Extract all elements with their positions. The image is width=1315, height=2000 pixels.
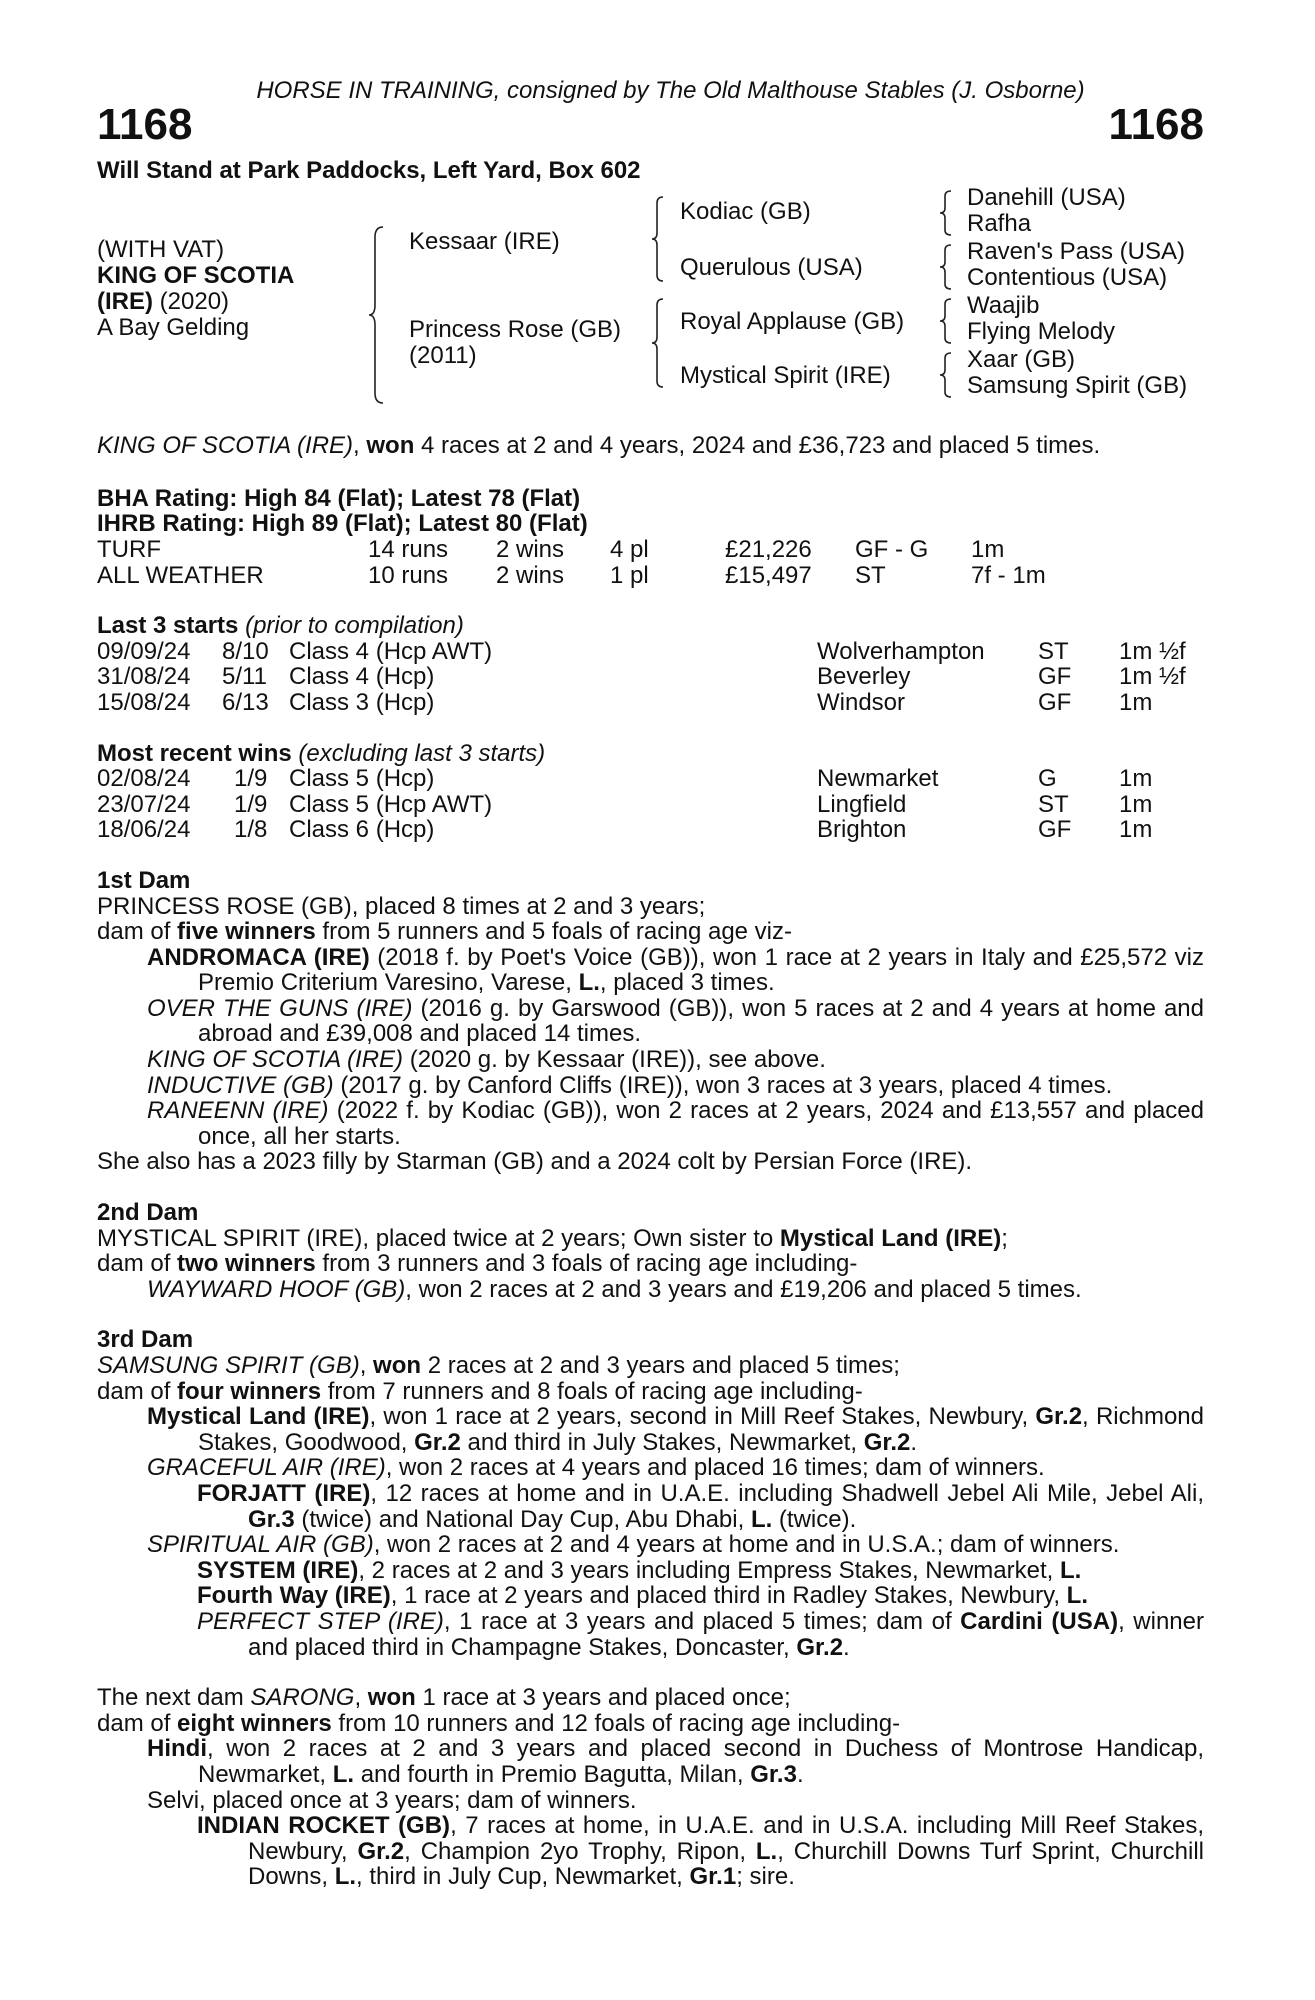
dam-dam-sire: Xaar (GB): [967, 346, 1076, 374]
dam-sire-sire: Waajib: [967, 292, 1040, 320]
progeny-entry: GRACEFUL AIR (IRE), won 2 races at 4 years and placed 16 times; dam of winners.: [147, 1454, 1045, 1482]
sire-sire: Kodiac (GB): [680, 198, 811, 226]
brace-ds: [938, 297, 954, 345]
first-dam-section: 1st Dam PRINCESS ROSE (GB), placed 8 times at 2 and 3 years; dam of five winners from 5 runners and 5 foals of racing age viz- ANDROMACA (IRE) (2018 f. by Poet's Voice (GB)), won 1 race at 2 years in Italy and £25,572 viz Premio Criterium Varesino, Varese, L., placed 3 times. OVER THE GUNS (IRE) (2016 g. by Garswood (GB)), won 5 races at 2 and 4 years at home and abroad and £39,008 and placed 14 times. KING OF SCOTIA (IRE) (2020 g. by Kessaar (IRE)), see above. INDUCTIVE (GB) (2017 g. by Canford Cliffs (IRE)), won 3 races at 3 years, placed 4 times. RANEENN (IRE) (2022 f. by Kodiac (GB)), won 2 races at 2 years, 2024 and £13,557 and placed once, all her starts. She also has a 2023 filly by Starman (GB) and a 2024 colt by Persian Force (IRE).: [97, 866, 1205, 1176]
sire-sire-sire: Danehill (USA): [967, 184, 1126, 212]
start-row: 15/08/24 6/13 Class 3 (Hcp) Windsor GF 1m: [97, 688, 1153, 716]
ratings-row: TURF 14 runs 2 wins 4 pl £21,226 GF - G 1m: [97, 535, 1005, 563]
win-row: 02/08/24 1/9 Class 5 (Hcp) Newmarket G 1m: [97, 765, 1153, 793]
most-recent-wins: Most recent wins (excluding last 3 starts) 02/08/24 1/9 Class 5 (Hcp) Newmarket G 1m 23/07/24 1/9 Class 5 (Hcp AWT) Lingfield ST 1m 18/06/24 1/8 Class 6 (Hcp) Brighton GF 1m: [97, 741, 1204, 843]
lot-number-right: 1168: [1108, 99, 1204, 149]
sire-dam-sire: Raven's Pass (USA): [967, 238, 1185, 266]
dam-name: Princess Rose (GB): [409, 316, 622, 344]
stand-location: Will Stand at Park Paddocks, Left Yard, Box 602: [97, 156, 641, 184]
progeny-entry: Hindi, won 2 races at 2 and 3 years and placed second in Duchess of Montrose Handicap, Newmarket, L. and fourth in Premio Bagutta, Milan, Gr.3.: [147, 1735, 1204, 1788]
second-dam-heading: 2nd Dam: [97, 1199, 199, 1227]
progeny-entry: KING OF SCOTIA (IRE) (2020 g. by Kessaar (IRE)), see above.: [147, 1046, 826, 1074]
progeny-entry: Fourth Way (IRE), 1 race at 2 years and placed third in Radley Stakes, Newbury, L.: [197, 1582, 1088, 1610]
win-row: 23/07/24 1/9 Class 5 (Hcp AWT) Lingfield ST 1m: [97, 790, 1153, 818]
dam-sire: Royal Applause (GB): [680, 308, 905, 336]
brace-dam: [650, 297, 666, 389]
sire-dam-dam: Contentious (USA): [967, 264, 1168, 292]
race-summary: KING OF SCOTIA (IRE), won 4 races at 2 and 4 years, 2024 and £36,723 and placed 5 times.: [97, 432, 1101, 460]
sire-sire-dam: Rafha: [967, 210, 1032, 238]
progeny-entry: Selvi, placed once at 3 years; dam of winners.: [147, 1786, 637, 1814]
progeny-entry: ANDROMACA (IRE) (2018 f. by Poet's Voice (GB)), won 1 race at 2 years in Italy and £25,572 viz Premio Criterium Varesino, Varese, L., placed 3 times.: [147, 943, 1204, 997]
third-dam-heading: 3rd Dam: [97, 1326, 194, 1354]
progeny-entry: Mystical Land (IRE), won 1 race at 2 years, second in Mill Reef Stakes, Newbury, Gr.2, Richmond Stakes, Goodwood, Gr.2 and third in July Stakes, Newmarket, Gr.2.: [147, 1403, 1204, 1456]
win-row: 18/06/24 1/8 Class 6 (Hcp) Brighton GF 1m: [97, 816, 1153, 844]
dam-year: (2011): [409, 342, 477, 370]
dam-sire-dam: Flying Melody: [967, 318, 1116, 346]
dam-dam: Mystical Spirit (IRE): [680, 362, 891, 390]
next-dam-section: The next dam SARONG, won 1 race at 3 years and placed once; dam of eight winners from 10 runners and 12 foals of racing age including- Hindi, won 2 races at 2 and 3 years and placed second in Duchess of Montrose Handicap, Newmarket, L. and fourth in Premio Bagutta, Milan, Gr.3. Selvi, placed once at 3 years; dam of winners. INDIAN ROCKET (GB), 7 races at home, in U.A.E. and in U.S.A. including Mill Reef Stakes, Newbury, Gr.2, Champion 2yo Trophy, Ripon, L., Churchill Downs Turf Sprint, Churchill Downs, L., third in July Cup, Newmarket, Gr.1; sire.: [97, 1684, 1204, 1891]
consignment-line: HORSE IN TRAINING, consigned by The Old Malthouse Stables (J. Osborne): [256, 77, 1085, 104]
start-row: 31/08/24 5/11 Class 4 (Hcp) Beverley GF 1m ½f: [97, 663, 1186, 691]
ratings-block: [97, 486, 1204, 588]
dam-dam-dam: Samsung Spirit (GB): [967, 372, 1188, 400]
first-dam-heading: 1st Dam: [97, 866, 191, 894]
lot-number-left: 1168: [97, 99, 193, 149]
second-dam-section: 2nd Dam MYSTICAL SPIRIT (IRE), placed twice at 2 years; Own sister to Mystical Land (IRE); dam of two winners from 3 runners and 3 foals of racing age including- WAYWARD HOOF (GB), won 2 races at 2 and 3 years and £19,206 and placed 5 times.: [97, 1200, 1204, 1302]
horse-description: A Bay Gelding: [97, 314, 250, 342]
pedigree-table: [97, 185, 1204, 417]
brace-sire: [650, 195, 666, 283]
progeny-entry: RANEENN (IRE) (2022 f. by Kodiac (GB)), won 2 races at 2 years, 2024 and £13,557 and placed once, all her starts.: [147, 1097, 1204, 1150]
horse-origin-year: (IRE) (2020): [97, 288, 230, 316]
progeny-entry: INDUCTIVE (GB) (2017 g. by Canford Cliffs (IRE)), won 3 races at 3 years, placed 4 times.: [147, 1071, 1113, 1099]
start-row: 09/09/24 8/10 Class 4 (Hcp AWT) Wolverhampton ST 1m ½f: [97, 637, 1186, 665]
sire-dam: Querulous (USA): [680, 254, 863, 282]
brace-sd: [938, 243, 954, 291]
brace-ss: [938, 189, 954, 237]
bha-rating: BHA Rating: High 84 (Flat); Latest 78 (Flat): [97, 484, 581, 512]
progeny-entry: SPIRITUAL AIR (GB), won 2 races at 2 and 4 years at home and in U.S.A.; dam of winners.: [147, 1531, 1120, 1559]
brace-dd: [938, 351, 954, 399]
vat-note: (WITH VAT): [97, 236, 225, 264]
progeny-entry: INDIAN ROCKET (GB), 7 races at home, in U.A.E. and in U.S.A. including Mill Reef Stakes, Newbury, Gr.2, Champion 2yo Trophy, Ripon, L., Churchill Downs Turf Sprint, Churchill Downs, L., third in July Cup, Newmarket, Gr.1; sire.: [197, 1812, 1204, 1891]
last-3-starts: Last 3 starts (prior to compilation) 09/09/24 8/10 Class 4 (Hcp AWT) Wolverhampton ST 1m ½f 31/08/24 5/11 Class 4 (Hcp) Beverley GF 1m ½f 15/08/24 6/13 Class 3 (Hcp) Windsor GF 1m: [97, 613, 1204, 715]
progeny-entry: OVER THE GUNS (IRE) (2016 g. by Garswood (GB)), won 5 races at 2 and 4 years at home and abroad and £39,008 and placed 14 times.: [147, 994, 1205, 1048]
progeny-entry: WAYWARD HOOF (GB), won 2 races at 2 and 3 years and £19,206 and placed 5 times.: [147, 1275, 1082, 1303]
third-dam-section: 3rd Dam SAMSUNG SPIRIT (GB), won 2 races at 2 and 3 years and placed 5 times; dam of four winners from 7 runners and 8 foals of racing age including- Mystical Land (IRE), won 1 race at 2 years, second in Mill Reef Stakes, Newbury, Gr.2, Richmond Stakes, Goodwood, Gr.2 and third in July Stakes, Newmarket, Gr.2. GRACEFUL AIR (IRE), won 2 races at 4 years and placed 16 times; dam of winners. FORJATT (IRE), 12 races at home and in U.A.E. including Shadwell Jebel Ali Mile, Jebel Ali, Gr.3 (twice) and National Day Cup, Abu Dhabi, L. (twice). SPIRITUAL AIR (GB), won 2 races at 2 and 4 years at home and in U.S.A.; dam of winners. SYSTEM (IRE), 2 races at 2 and 3 years including Empress Stakes, Newmarket, L. Fourth Way (IRE), 1 race at 2 years and placed third in Radley Stakes, Newbury, L. PERFECT STEP (IRE), 1 race at 3 years and placed 5 times; dam of Cardini (USA), winner and placed third in Champagne Stakes, Doncaster, Gr.2.: [97, 1326, 1204, 1661]
ratings-row: ALL WEATHER 10 runs 2 wins 1 pl £15,497 ST 7f - 1m: [97, 561, 1046, 589]
ihrb-rating: IHRB Rating: High 89 (Flat); Latest 80 (Flat): [97, 510, 588, 538]
progeny-entry: SYSTEM (IRE), 2 races at 2 and 3 years including Empress Stakes, Newmarket, L.: [197, 1556, 1082, 1584]
progeny-entry: FORJATT (IRE), 12 races at home and in U.A.E. including Shadwell Jebel Ali Mile, Jebel Ali, Gr.3 (twice) and National Day Cup, Abu Dhabi, L. (twice).: [197, 1479, 1204, 1533]
catalogue-page: [97, 78, 1204, 1890]
brace-horse: [367, 225, 387, 405]
progeny-entry: PERFECT STEP (IRE), 1 race at 3 years and placed 5 times; dam of Cardini (USA), winner and placed third in Champagne Stakes, Doncaster, Gr.2.: [197, 1607, 1204, 1661]
sire: Kessaar (IRE): [409, 228, 560, 256]
horse-name: KING OF SCOTIA: [97, 262, 295, 290]
lot-number-row: [97, 99, 1204, 149]
